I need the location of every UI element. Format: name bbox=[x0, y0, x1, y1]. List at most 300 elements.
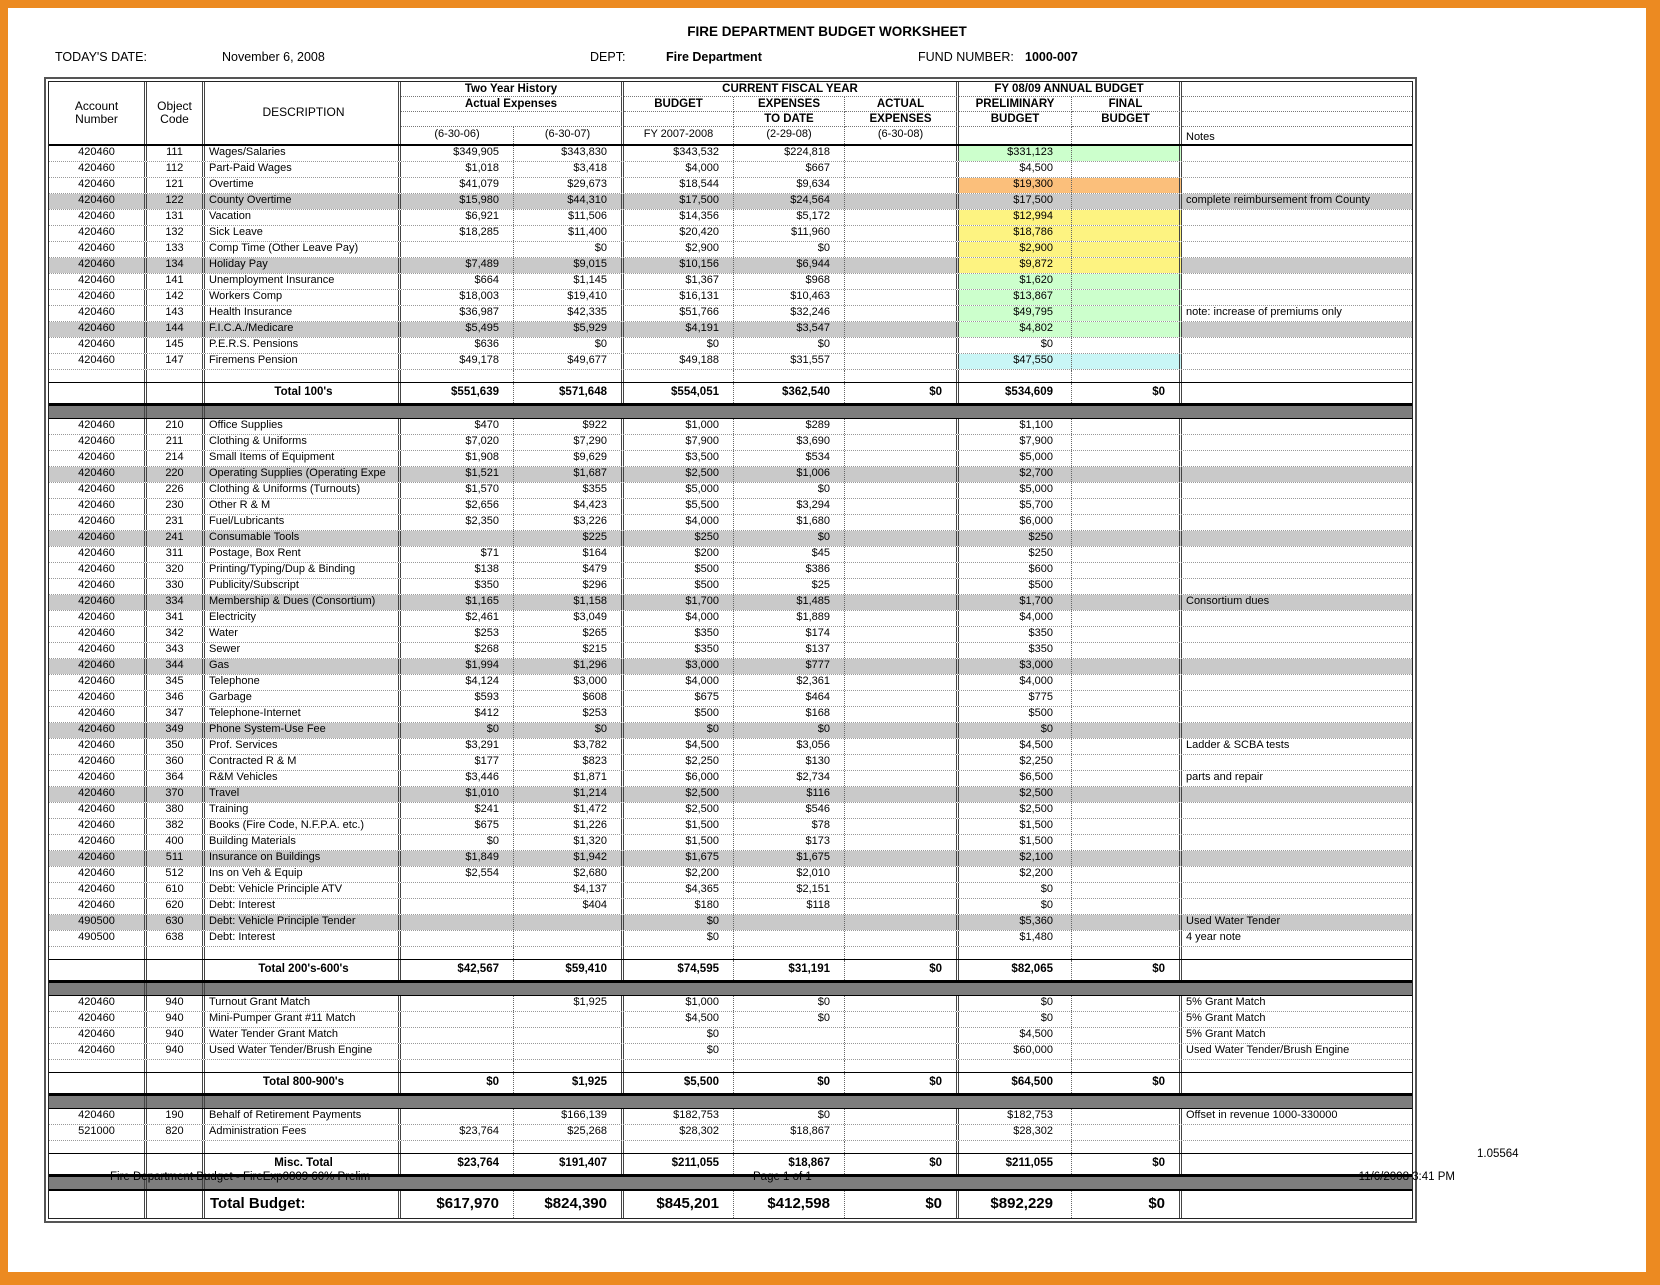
cell-actual-expenses bbox=[845, 1141, 959, 1153]
cell-final-budget bbox=[1072, 803, 1182, 818]
cell-final-budget bbox=[1072, 819, 1182, 834]
cell-description: Operating Supplies (Operating Expe bbox=[205, 467, 401, 482]
cell-budget-fy0708: $2,500 bbox=[624, 467, 734, 482]
cell-account: 420460 bbox=[49, 851, 147, 866]
cell-6-30-06: $593 bbox=[401, 691, 514, 706]
cell-object-code bbox=[147, 1191, 205, 1218]
header-prelim-spacer bbox=[959, 127, 1072, 144]
cell-account: 420460 bbox=[49, 867, 147, 882]
header-budget: BUDGET bbox=[624, 97, 734, 112]
cell-budget-fy0708: $10,156 bbox=[624, 258, 734, 273]
cell-6-30-06: $551,639 bbox=[401, 383, 514, 403]
cell-preliminary-budget: $4,000 bbox=[959, 611, 1072, 626]
cell-6-30-07: $296 bbox=[514, 579, 624, 594]
table-row bbox=[49, 1109, 1412, 1125]
cell-actual-expenses bbox=[845, 867, 959, 882]
cell-description bbox=[205, 983, 1412, 995]
cell-object-code: 940 bbox=[147, 1012, 205, 1027]
cell-account: 420460 bbox=[49, 354, 147, 369]
cell-notes bbox=[1182, 178, 1412, 193]
cell-object-code: 144 bbox=[147, 322, 205, 337]
cell-budget-fy0708: $51,766 bbox=[624, 306, 734, 321]
cell-notes bbox=[1182, 563, 1412, 578]
cell-account bbox=[49, 1073, 147, 1093]
cell-account: 420460 bbox=[49, 483, 147, 498]
cell-6-30-07: $1,145 bbox=[514, 274, 624, 289]
cell-object-code: 133 bbox=[147, 242, 205, 257]
cell-account: 420460 bbox=[49, 803, 147, 818]
cell-final-budget bbox=[1072, 1044, 1182, 1059]
cell-account: 420460 bbox=[49, 675, 147, 690]
cell-preliminary-budget: $64,500 bbox=[959, 1073, 1072, 1093]
cell-description: Travel bbox=[205, 787, 401, 802]
cell-actual-expenses bbox=[845, 1044, 959, 1059]
cell-description: Health Insurance bbox=[205, 306, 401, 321]
cell-actual-expenses bbox=[845, 675, 959, 690]
cell-6-30-06: $2,656 bbox=[401, 499, 514, 514]
cell-budget-fy0708: $1,500 bbox=[624, 835, 734, 850]
table-row bbox=[49, 274, 1412, 290]
cell-6-30-06: $1,165 bbox=[401, 595, 514, 610]
cell-expenses-to-date: $224,818 bbox=[734, 146, 845, 161]
cell-account: 420460 bbox=[49, 242, 147, 257]
cell-actual-expenses bbox=[845, 467, 959, 482]
cell-expenses-to-date: $173 bbox=[734, 835, 845, 850]
cell-budget-fy0708: $18,544 bbox=[624, 178, 734, 193]
cell-6-30-07: $1,925 bbox=[514, 1073, 624, 1093]
cell-budget-fy0708: $3,000 bbox=[624, 659, 734, 674]
spacer-row bbox=[49, 1141, 1412, 1153]
cell-6-30-07: $29,673 bbox=[514, 178, 624, 193]
cell-budget-fy0708: $7,900 bbox=[624, 435, 734, 450]
cell-description: County Overtime bbox=[205, 194, 401, 209]
cell-final-budget bbox=[1072, 162, 1182, 177]
cell-object-code: 940 bbox=[147, 1044, 205, 1059]
cell-description: Debt: Vehicle Principle Tender bbox=[205, 915, 401, 930]
table-row bbox=[49, 306, 1412, 322]
cell-preliminary-budget bbox=[959, 1141, 1072, 1153]
cell-6-30-07: $1,226 bbox=[514, 819, 624, 834]
cell-preliminary-budget: $250 bbox=[959, 547, 1072, 562]
table-row bbox=[49, 322, 1412, 338]
cell-object-code: 630 bbox=[147, 915, 205, 930]
cell-expenses-to-date: $18,867 bbox=[734, 1125, 845, 1140]
cell-description bbox=[205, 370, 401, 382]
cell-preliminary-budget: $1,500 bbox=[959, 835, 1072, 850]
cell-budget-fy0708: $4,365 bbox=[624, 883, 734, 898]
cell-6-30-07: $824,390 bbox=[514, 1191, 624, 1218]
cell-preliminary-budget: $47,550 bbox=[959, 354, 1072, 369]
cell-6-30-06 bbox=[401, 370, 514, 382]
cell-expenses-to-date: $24,564 bbox=[734, 194, 845, 209]
cell-object-code: 131 bbox=[147, 210, 205, 225]
cell-object-code: 370 bbox=[147, 787, 205, 802]
cell-actual-expenses bbox=[845, 258, 959, 273]
cell-object-code: 231 bbox=[147, 515, 205, 530]
cell-account bbox=[49, 1060, 147, 1072]
cell-final-budget bbox=[1072, 435, 1182, 450]
cell-final-budget: $0 bbox=[1072, 960, 1182, 980]
cell-expenses-to-date: $2,151 bbox=[734, 883, 845, 898]
cell-actual-expenses bbox=[845, 290, 959, 305]
cell-notes: 5% Grant Match bbox=[1186, 996, 1266, 1008]
cell-object-code: 320 bbox=[147, 563, 205, 578]
cell-6-30-07: $3,000 bbox=[514, 675, 624, 690]
cell-object-code: 350 bbox=[147, 739, 205, 754]
cell-object-code bbox=[147, 983, 205, 995]
cell-object-code: 620 bbox=[147, 899, 205, 914]
cell-object-code bbox=[147, 960, 205, 980]
cell-expenses-to-date: $18,867 bbox=[734, 1154, 845, 1174]
cell-6-30-06: $7,020 bbox=[401, 435, 514, 450]
cell-final-budget bbox=[1072, 947, 1182, 959]
cell-notes: note: increase of premiums only bbox=[1186, 306, 1342, 318]
cell-actual-expenses bbox=[845, 803, 959, 818]
cell-account: 420460 bbox=[49, 1109, 147, 1124]
cell-final-budget bbox=[1072, 915, 1182, 930]
cell-budget-fy0708: $500 bbox=[624, 563, 734, 578]
cell-budget-fy0708 bbox=[624, 1060, 734, 1072]
cell-preliminary-budget: $5,360 bbox=[959, 915, 1072, 930]
cell-object-code: 341 bbox=[147, 611, 205, 626]
cell-final-budget bbox=[1072, 451, 1182, 466]
cell-actual-expenses bbox=[845, 322, 959, 337]
cell-notes bbox=[1182, 435, 1412, 450]
cell-notes bbox=[1182, 627, 1412, 642]
table-row bbox=[49, 755, 1412, 771]
cell-final-budget bbox=[1072, 146, 1182, 161]
cell-notes bbox=[1182, 383, 1412, 403]
cell-6-30-07: $1,158 bbox=[514, 595, 624, 610]
cell-expenses-to-date: $777 bbox=[734, 659, 845, 674]
table-row bbox=[49, 915, 1412, 931]
cell-actual-expenses bbox=[845, 499, 959, 514]
cell-budget-fy0708: $200 bbox=[624, 547, 734, 562]
cell-object-code: 346 bbox=[147, 691, 205, 706]
cell-budget-fy0708: $4,000 bbox=[624, 162, 734, 177]
cell-description: Insurance on Buildings bbox=[205, 851, 401, 866]
table-row bbox=[49, 771, 1412, 787]
cell-actual-expenses bbox=[845, 947, 959, 959]
cell-final-budget bbox=[1072, 883, 1182, 898]
todays-date-label: TODAY'S DATE: bbox=[55, 50, 147, 64]
cell-final-budget bbox=[1072, 627, 1182, 642]
cell-object-code bbox=[147, 947, 205, 959]
cell-preliminary-budget: $2,900 bbox=[959, 242, 1072, 257]
cell-6-30-07 bbox=[514, 1028, 624, 1043]
cell-budget-fy0708: $0 bbox=[624, 915, 734, 930]
cell-6-30-07: $355 bbox=[514, 483, 624, 498]
section-total-row bbox=[49, 959, 1412, 982]
cell-actual-expenses bbox=[845, 547, 959, 562]
cell-object-code: 330 bbox=[147, 579, 205, 594]
cell-budget-fy0708: $1,000 bbox=[624, 996, 734, 1011]
cell-description: Overtime bbox=[205, 178, 401, 193]
cell-description: Comp Time (Other Leave Pay) bbox=[205, 242, 401, 257]
cell-description bbox=[205, 406, 1412, 418]
cell-budget-fy0708: $49,188 bbox=[624, 354, 734, 369]
table-row bbox=[49, 483, 1412, 499]
cell-description: Fuel/Lubricants bbox=[205, 515, 401, 530]
cell-account: 420460 bbox=[49, 883, 147, 898]
cell-expenses-to-date: $31,191 bbox=[734, 960, 845, 980]
cell-description: Garbage bbox=[205, 691, 401, 706]
table-row bbox=[49, 563, 1412, 579]
cell-preliminary-budget: $2,700 bbox=[959, 467, 1072, 482]
cell-actual-expenses bbox=[845, 899, 959, 914]
cell-expenses-to-date: $1,675 bbox=[734, 851, 845, 866]
cell-actual-expenses bbox=[845, 162, 959, 177]
cell-expenses-to-date: $0 bbox=[734, 531, 845, 546]
cell-final-budget bbox=[1072, 851, 1182, 866]
section-total-row bbox=[49, 1072, 1412, 1095]
cell-account bbox=[49, 960, 147, 980]
cell-6-30-07: $4,423 bbox=[514, 499, 624, 514]
cell-actual-expenses bbox=[845, 146, 959, 161]
dept-value: Fire Department bbox=[666, 50, 762, 64]
cell-object-code: 311 bbox=[147, 547, 205, 562]
cell-6-30-07 bbox=[514, 1012, 624, 1027]
cell-6-30-07: $3,418 bbox=[514, 162, 624, 177]
header-current-fiscal-year: CURRENT FISCAL YEAR bbox=[624, 82, 959, 97]
cell-notes: complete reimbursement from County bbox=[1182, 194, 1412, 209]
cell-actual-expenses bbox=[845, 611, 959, 626]
cell-description: Printing/Typing/Dup & Binding bbox=[205, 563, 401, 578]
cell-notes bbox=[1182, 146, 1412, 161]
cell-description bbox=[205, 947, 401, 959]
cell-6-30-07: $42,335 bbox=[514, 306, 624, 321]
cell-object-code: 210 bbox=[147, 419, 205, 434]
header-final-budget: BUDGET bbox=[1072, 112, 1182, 127]
cell-notes bbox=[1182, 1191, 1412, 1218]
cell-expenses-to-date: $2,734 bbox=[734, 771, 845, 786]
cell-6-30-06: $49,178 bbox=[401, 354, 514, 369]
cell-expenses-to-date: $968 bbox=[734, 274, 845, 289]
cell-6-30-07: $5,929 bbox=[514, 322, 624, 337]
cell-actual-expenses bbox=[845, 771, 959, 786]
cell-description: Part-Paid Wages bbox=[205, 162, 401, 177]
table-row bbox=[49, 627, 1412, 643]
cell-description: P.E.R.S. Pensions bbox=[205, 338, 401, 353]
cell-6-30-07: $9,015 bbox=[514, 258, 624, 273]
cell-notes bbox=[1182, 515, 1412, 530]
cell-account: 420460 bbox=[49, 515, 147, 530]
total-label: Total 100's bbox=[205, 383, 401, 403]
cell-6-30-06: $350 bbox=[401, 579, 514, 594]
cell-expenses-to-date: $32,246 bbox=[734, 306, 845, 321]
cell-notes bbox=[1182, 707, 1412, 722]
cell-expenses-to-date: $0 bbox=[734, 723, 845, 738]
cell-final-budget bbox=[1072, 835, 1182, 850]
cell-expenses-to-date: $0 bbox=[734, 338, 845, 353]
cell-account bbox=[49, 983, 147, 995]
cell-expenses-to-date: $11,960 bbox=[734, 226, 845, 241]
cell-account: 420460 bbox=[49, 451, 147, 466]
cell-6-30-07: $225 bbox=[514, 531, 624, 546]
cell-description: Training bbox=[205, 803, 401, 818]
cell-expenses-to-date: $1,889 bbox=[734, 611, 845, 626]
cell-6-30-07: $191,407 bbox=[514, 1154, 624, 1174]
cell-preliminary-budget: $3,000 bbox=[959, 659, 1072, 674]
table-row bbox=[49, 242, 1412, 258]
cell-expenses-to-date: $534 bbox=[734, 451, 845, 466]
cell-notes bbox=[1182, 819, 1412, 834]
cell-notes bbox=[1182, 531, 1412, 546]
cell-preliminary-budget: $4,500 bbox=[959, 162, 1072, 177]
cell-object-code bbox=[147, 1060, 205, 1072]
cell-6-30-07: $11,400 bbox=[514, 226, 624, 241]
fund-number-value: 1000-007 bbox=[1025, 50, 1078, 64]
cell-expenses-to-date: $0 bbox=[734, 1012, 845, 1027]
table-row bbox=[49, 675, 1412, 691]
cell-preliminary-budget: $17,500 bbox=[959, 194, 1072, 209]
table-row bbox=[49, 1044, 1412, 1060]
cell-actual-expenses: $0 bbox=[845, 960, 959, 980]
cell-budget-fy0708: $0 bbox=[624, 1028, 734, 1043]
cell-6-30-06: $675 bbox=[401, 819, 514, 834]
cell-budget-fy0708: $675 bbox=[624, 691, 734, 706]
cell-description: Debt: Interest bbox=[205, 931, 401, 946]
cell-final-budget: $0 bbox=[1072, 1154, 1182, 1174]
cell-preliminary-budget: $4,000 bbox=[959, 675, 1072, 690]
cell-6-30-06 bbox=[401, 1060, 514, 1072]
section-total-row bbox=[49, 382, 1412, 405]
cell-budget-fy0708: $3,500 bbox=[624, 451, 734, 466]
header-two-year-history: Two Year History bbox=[401, 82, 624, 97]
cell-6-30-07: $823 bbox=[514, 755, 624, 770]
cell-description: Membership & Dues (Consortium) bbox=[205, 595, 401, 610]
cell-account: 420460 bbox=[49, 162, 147, 177]
cell-budget-fy0708: $500 bbox=[624, 579, 734, 594]
cell-object-code: 220 bbox=[147, 467, 205, 482]
cell-final-budget bbox=[1072, 547, 1182, 562]
cell-preliminary-budget: $4,500 bbox=[959, 1028, 1072, 1043]
cell-actual-expenses bbox=[845, 595, 959, 610]
cell-object-code: 940 bbox=[147, 996, 205, 1011]
cell-final-budget bbox=[1072, 290, 1182, 305]
header-actual: ACTUAL bbox=[845, 97, 959, 112]
cell-account: 420460 bbox=[49, 611, 147, 626]
cell-final-budget bbox=[1072, 996, 1182, 1011]
cell-actual-expenses bbox=[845, 531, 959, 546]
cell-notes bbox=[1182, 226, 1412, 241]
cell-preliminary-budget: $4,500 bbox=[959, 739, 1072, 754]
cell-account: 420460 bbox=[49, 467, 147, 482]
cell-actual-expenses bbox=[845, 627, 959, 642]
cell-final-budget bbox=[1072, 675, 1182, 690]
cell-expenses-to-date: $412,598 bbox=[734, 1191, 845, 1218]
table-body bbox=[49, 146, 1412, 1218]
cell-6-30-07: $3,782 bbox=[514, 739, 624, 754]
cell-actual-expenses bbox=[845, 435, 959, 450]
cell-object-code: 134 bbox=[147, 258, 205, 273]
cell-6-30-06: $5,495 bbox=[401, 322, 514, 337]
cell-description: Telephone-Internet bbox=[205, 707, 401, 722]
cell-6-30-06 bbox=[401, 915, 514, 930]
cell-budget-fy0708: $20,420 bbox=[624, 226, 734, 241]
cell-object-code bbox=[147, 383, 205, 403]
cell-6-30-06: $23,764 bbox=[401, 1125, 514, 1140]
table-row bbox=[49, 883, 1412, 899]
cell-6-30-07 bbox=[514, 947, 624, 959]
cell-6-30-06 bbox=[401, 996, 514, 1011]
cell-preliminary-budget bbox=[959, 1060, 1072, 1072]
cell-expenses-to-date bbox=[734, 1141, 845, 1153]
cell-expenses-to-date: $2,010 bbox=[734, 867, 845, 882]
header-to-date: TO DATE bbox=[734, 112, 845, 127]
cell-actual-expenses bbox=[845, 563, 959, 578]
cell-notes bbox=[1182, 643, 1412, 658]
table-row bbox=[49, 931, 1412, 947]
cell-account: 420460 bbox=[49, 899, 147, 914]
cell-budget-fy0708: $1,367 bbox=[624, 274, 734, 289]
cell-budget-fy0708 bbox=[624, 1141, 734, 1153]
cell-notes bbox=[1182, 579, 1412, 594]
cell-description: Office Supplies bbox=[205, 419, 401, 434]
cell-actual-expenses bbox=[845, 483, 959, 498]
cell-account: 420460 bbox=[49, 996, 147, 1011]
cell-expenses-to-date bbox=[734, 1044, 845, 1059]
cell-final-budget bbox=[1072, 242, 1182, 257]
cell-final-budget bbox=[1072, 306, 1182, 321]
cell-description: Ins on Veh & Equip bbox=[205, 867, 401, 882]
header-expenses2: EXPENSES bbox=[845, 112, 959, 127]
cell-6-30-06: $71 bbox=[401, 547, 514, 562]
cell-budget-fy0708: $2,500 bbox=[624, 787, 734, 802]
cell-final-budget bbox=[1072, 178, 1182, 193]
cell-preliminary-budget: $534,609 bbox=[959, 383, 1072, 403]
table-row bbox=[49, 996, 1412, 1012]
cell-notes bbox=[1182, 290, 1412, 305]
cell-description: Behalf of Retirement Payments bbox=[205, 1109, 401, 1124]
cell-budget-fy0708: $250 bbox=[624, 531, 734, 546]
header-notes-spacer bbox=[1182, 112, 1412, 127]
cell-preliminary-budget: $331,123 bbox=[959, 146, 1072, 161]
cell-account: 420460 bbox=[49, 659, 147, 674]
table-row bbox=[49, 899, 1412, 915]
fund-number-label: FUND NUMBER: bbox=[918, 50, 1014, 64]
cell-object-code bbox=[147, 1141, 205, 1153]
cell-budget-fy0708: $74,595 bbox=[624, 960, 734, 980]
cell-account: 420460 bbox=[49, 835, 147, 850]
cell-6-30-07 bbox=[514, 1141, 624, 1153]
cell-preliminary-budget: $0 bbox=[959, 996, 1072, 1011]
cell-6-30-06: $36,987 bbox=[401, 306, 514, 321]
cell-expenses-to-date: $0 bbox=[734, 1073, 845, 1093]
cell-description: Electricity bbox=[205, 611, 401, 626]
cell-preliminary-budget: $1,480 bbox=[959, 931, 1072, 946]
cell-final-budget bbox=[1072, 563, 1182, 578]
table-row bbox=[49, 547, 1412, 563]
cell-preliminary-budget: $2,100 bbox=[959, 851, 1072, 866]
cell-expenses-to-date: $362,540 bbox=[734, 383, 845, 403]
total-label: Total 800-900's bbox=[205, 1073, 401, 1093]
cell-6-30-06: $3,446 bbox=[401, 771, 514, 786]
cell-preliminary-budget: $5,000 bbox=[959, 483, 1072, 498]
cell-final-budget bbox=[1072, 611, 1182, 626]
cell-account: 420460 bbox=[49, 691, 147, 706]
cell-6-30-07: $1,871 bbox=[514, 771, 624, 786]
cell-6-30-06: $470 bbox=[401, 419, 514, 434]
cell-preliminary-budget: $82,065 bbox=[959, 960, 1072, 980]
cell-object-code: 344 bbox=[147, 659, 205, 674]
table-row bbox=[49, 194, 1412, 210]
cell-description: Gas bbox=[205, 659, 401, 674]
cell-account: 420460 bbox=[49, 563, 147, 578]
cell-object-code: 345 bbox=[147, 675, 205, 690]
cell-6-30-07: $571,648 bbox=[514, 383, 624, 403]
cell-expenses-to-date: $168 bbox=[734, 707, 845, 722]
